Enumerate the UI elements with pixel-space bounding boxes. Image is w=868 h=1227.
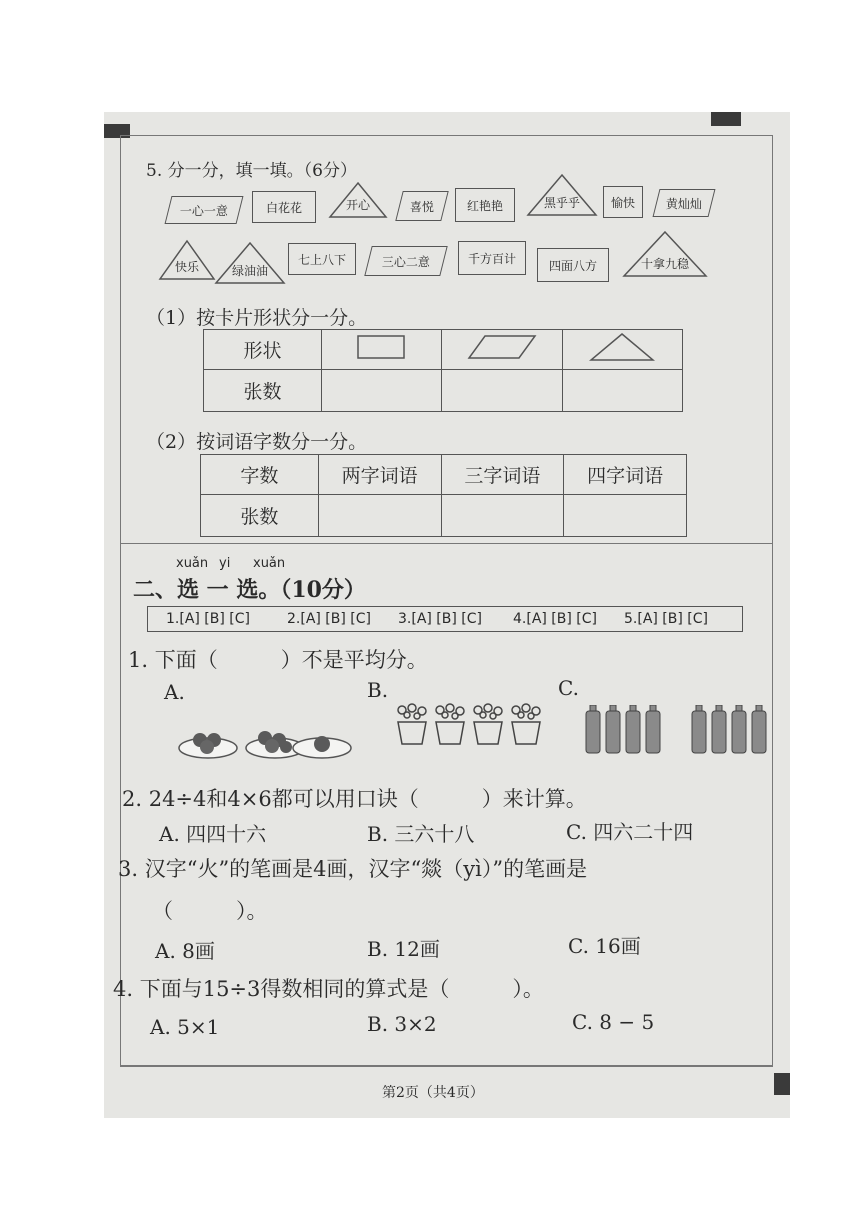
answer-bubble-q3[interactable]: 3.[A] [B] [C]: [398, 611, 482, 627]
answer-bubble-q5[interactable]: 5.[A] [B] [C]: [624, 611, 708, 627]
card-triangle: [158, 239, 216, 281]
section5-title: 5. 分一分，填一填。（6分）: [146, 161, 357, 181]
question-2-stem: 2. 24÷4和4×6都可以用口诀（ ）来计算。: [122, 787, 587, 811]
card-parallelogram: [653, 189, 716, 217]
answer-cell[interactable]: [318, 495, 441, 537]
count-header: 张数: [204, 370, 322, 412]
card-label: 红艳艳: [466, 198, 503, 213]
rectangle-shape-cell: [321, 330, 441, 370]
q3-option-a[interactable]: A. 8画: [155, 939, 215, 963]
card-triangle: [526, 173, 598, 217]
chars-header: 字数: [201, 455, 319, 495]
card-label: 开心: [345, 198, 370, 212]
card-rectangle: [537, 248, 609, 282]
card-triangle: [214, 241, 286, 285]
card-rectangle: [455, 188, 515, 222]
card-label: 白花花: [265, 200, 302, 215]
q1-flower-pots-picture: [392, 700, 547, 748]
q1-option-a[interactable]: A.: [164, 680, 185, 704]
card-parallelogram: [165, 196, 244, 224]
card-label: 四面八方: [548, 258, 597, 273]
col-two-char: 两字词语: [318, 455, 441, 495]
shape-header: 形状: [204, 330, 322, 370]
card-label: 十拿九稳: [640, 257, 689, 271]
card-label: 一心一意: [179, 203, 228, 218]
corner-mark-top-right: [711, 112, 741, 126]
question-1-stem: 1. 下面（ ）不是平均分。: [128, 648, 428, 672]
card-label: 黄灿灿: [665, 196, 702, 211]
q3-option-c[interactable]: C. 16画: [568, 934, 641, 958]
part1-title: （1）按卡片形状分一分。: [146, 307, 368, 329]
card-rectangle: [458, 241, 526, 275]
shape-table: [203, 329, 683, 412]
answer-bubble-q1[interactable]: 1.[A] [B] [C]: [166, 611, 250, 627]
card-rectangle: [252, 191, 316, 223]
question-3-blank: （ ）。: [152, 899, 268, 923]
q3-option-b[interactable]: B. 12画: [367, 937, 440, 961]
q1-option-b[interactable]: B.: [367, 678, 389, 702]
card-triangle: [328, 181, 388, 219]
answer-bubble-bar: [147, 606, 743, 632]
parallelogram-shape-icon: [467, 334, 537, 360]
count-header: 张数: [201, 495, 319, 537]
triangle-shape-icon: [589, 332, 655, 362]
card-parallelogram: [364, 246, 447, 276]
answer-cell[interactable]: [562, 370, 682, 412]
card-label: 愉快: [610, 195, 635, 210]
answer-cell[interactable]: [441, 495, 564, 537]
part2-title: （2）按词语字数分一分。: [146, 431, 368, 453]
section-divider: [120, 543, 772, 544]
col-four-char: 四字词语: [564, 455, 687, 495]
card-triangle: [622, 230, 708, 278]
q1-apples-on-plates-picture: [178, 720, 354, 762]
section2-title: 二、选 一 选。（10分）: [133, 577, 366, 603]
answer-bubble-q2[interactable]: 2.[A] [B] [C]: [287, 611, 371, 627]
card-rectangle: [603, 186, 643, 218]
question-3-stem: 3. 汉字“火”的笔画是4画，汉字“燚（yì）”的笔画是: [118, 857, 588, 881]
q2-option-b[interactable]: B. 三六十八: [367, 822, 475, 846]
answer-cell[interactable]: [321, 370, 441, 412]
pinyin-yi: yi: [219, 556, 231, 571]
col-three-char: 三字词语: [441, 455, 564, 495]
card-label: 快乐: [174, 260, 199, 274]
card-label: 喜悦: [409, 199, 434, 214]
page-footer: 第2页（共4页）: [382, 1085, 484, 1101]
q1-option-c[interactable]: C.: [558, 676, 579, 700]
card-label: 七上八下: [297, 252, 346, 267]
answer-cell[interactable]: [442, 370, 562, 412]
card-label: 三心二意: [381, 254, 430, 269]
q4-option-a[interactable]: A. 5×1: [150, 1015, 220, 1039]
footer-divider: [120, 1065, 772, 1066]
answer-bubble-q4[interactable]: 4.[A] [B] [C]: [513, 611, 597, 627]
answer-cell[interactable]: [564, 495, 687, 537]
card-label: 千方百计: [467, 251, 516, 266]
q4-option-b[interactable]: B. 3×2: [367, 1012, 437, 1036]
card-label: 黑乎乎: [543, 196, 580, 210]
q2-option-c[interactable]: C. 四六二十四: [566, 820, 694, 844]
word-length-table: [200, 454, 687, 537]
question-4-stem: 4. 下面与15÷3得数相同的算式是（ ）。: [113, 977, 544, 1001]
pinyin-xuan-2: xuǎn: [253, 556, 286, 571]
q1-bottles-picture: [584, 705, 774, 755]
corner-mark-bottom-right: [774, 1073, 790, 1095]
card-parallelogram: [395, 191, 448, 221]
rectangle-shape-icon: [357, 334, 407, 360]
pinyin-xuan-1: xuǎn: [176, 556, 209, 571]
card-label: 绿油油: [231, 264, 268, 278]
card-rectangle: [288, 243, 356, 275]
q4-option-c[interactable]: C. 8 − 5: [572, 1010, 655, 1034]
q2-option-a[interactable]: A. 四四十六: [159, 822, 267, 846]
triangle-shape-cell: [562, 330, 682, 370]
parallelogram-shape-cell: [442, 330, 562, 370]
